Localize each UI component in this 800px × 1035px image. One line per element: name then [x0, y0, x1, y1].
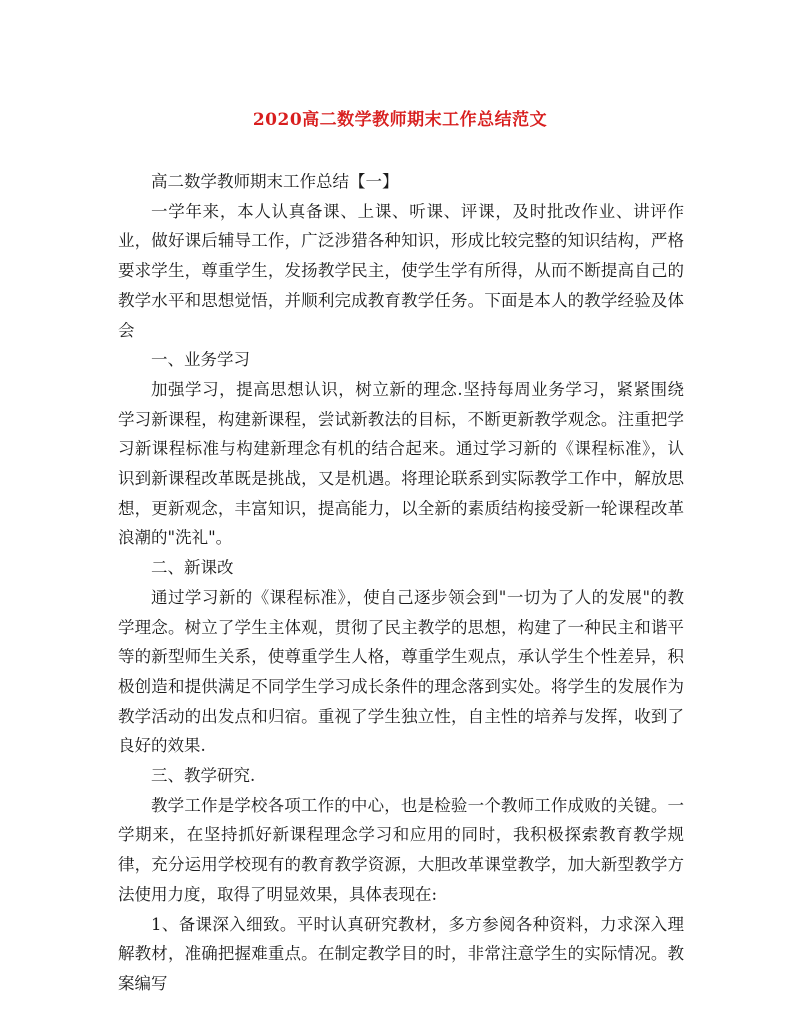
- lesson-preparation-paragraph: 1、备课深入细致。平时认真研究教材，多方参阅各种资料，力求深入理解教材，准确把握难重点。在制定教学目的时，非常注意学生的实际情况。教案编写: [118, 914, 684, 993]
- new-curriculum-paragraph: 通过学习新的《课程标准》，使自己逐步领会到"一切为了人的发展"的教学理念。树立了学生主体观，贯彻了民主教学的思想，构建了一种民主和谐平等的新型师生关系，使尊重学生人格，尊重学生观点，承认学生个性差异，积极创造和提供满足不同学生学习成长条件的理念落到实处。将学生的发展作为教学活动的出发点和归宿。重视了学生独立性，自主性的培养与发挥，收到了良好的效果.: [118, 587, 684, 756]
- intro-paragraph: 一学年来，本人认真备课、上课、听课、评课，及时批改作业、讲评作业，做好课后辅导工作，广泛涉猎各种知识，形成比较完整的知识结构，严格要求学生，尊重学生，发扬教学民主，使学生学有所得，从而不断提高自己的教学水平和思想觉悟，并顺利完成教育教学任务。下面是本人的教学经验及体会: [118, 201, 684, 340]
- section-heading-business-study: 一、业务学习: [151, 350, 250, 370]
- section-heading-teaching-research: 三、教学研究.: [151, 766, 256, 786]
- teaching-research-paragraph: 教学工作是学校各项工作的中心，也是检验一个教师工作成败的关键。一学期来，在坚持抓好新课程理念学习和应用的同时，我积极探索教育教学规律，充分运用学校现有的教育教学资源，大胆改革课堂教学，加大新型教学方法使用力度，取得了明显效果，具体表现在:: [118, 795, 684, 904]
- document-title: 2020高二数学教师期末工作总结范文: [252, 110, 548, 130]
- business-study-paragraph: 加强学习，提高思想认识，树立新的理念.坚持每周业务学习，紧紧围绕学习新课程，构建新课程，尝试新教法的目标，不断更新教学观念。注重把学习新课程标准与构建新理念有机的结合起来。通过学习新的《课程标准》，认识到新课程改革既是挑战，又是机遇。将理论联系到实际教学工作中，解放思想，更新观念，丰富知识，提高能力，以全新的素质结构接受新一轮课程改革浪潮的"洗礼"。: [118, 379, 684, 548]
- section-heading-part-one: 高二数学教师期末工作总结【一】: [151, 172, 399, 191]
- document-body: [118, 167, 684, 999]
- section-heading-new-curriculum: 二、新课改: [151, 558, 234, 578]
